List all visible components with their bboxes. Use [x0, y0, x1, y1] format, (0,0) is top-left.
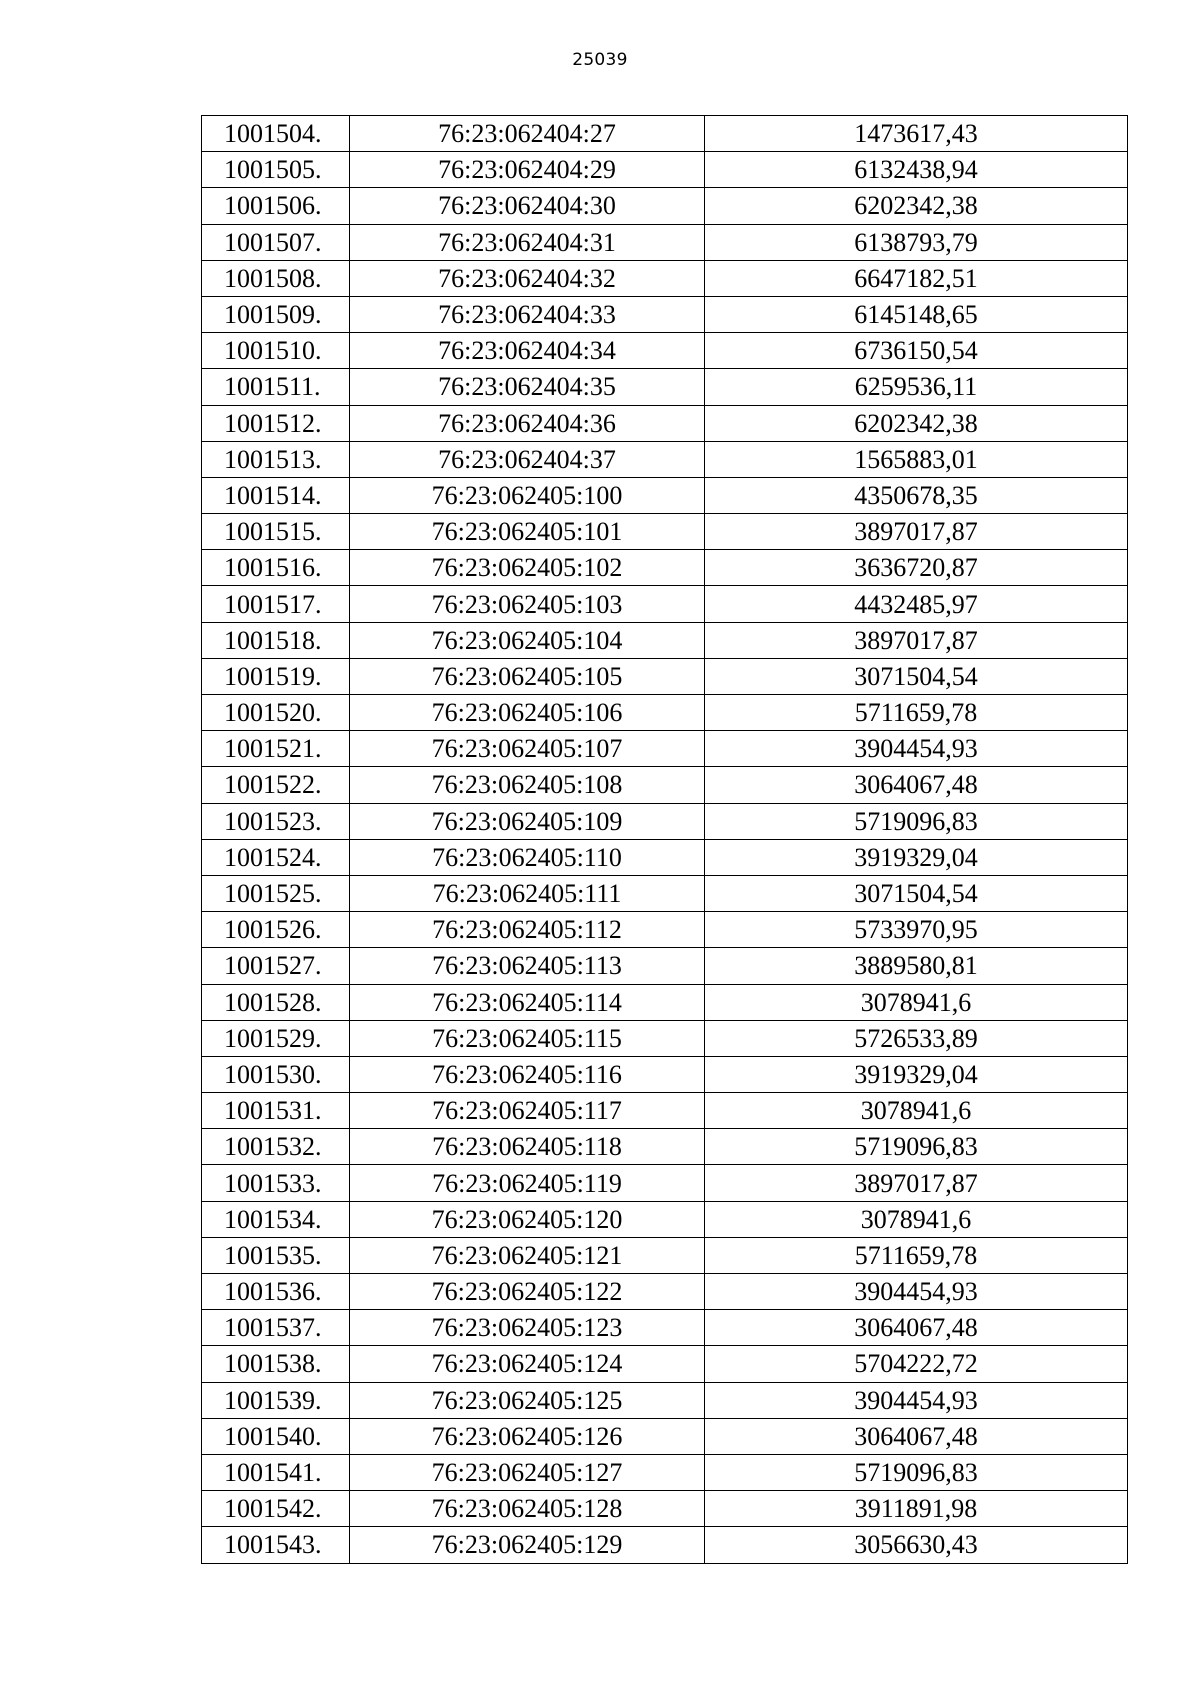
table-row: [202, 948, 1128, 984]
cadastral-number-cell: 76:23:062405:109: [350, 803, 705, 839]
cadastral-number-cell: 76:23:062405:104: [350, 622, 705, 658]
table-row: [202, 839, 1128, 875]
table-row: [202, 1165, 1128, 1201]
cadastral-value-cell: 6202342,38: [705, 188, 1128, 224]
cadastral-number-cell: 76:23:062405:111: [350, 875, 705, 911]
cadastral-number-cell: 76:23:062405:122: [350, 1274, 705, 1310]
row-number-cell: 1001536.: [202, 1274, 350, 1310]
row-number-cell: 1001520.: [202, 695, 350, 731]
cadastral-value-cell: 3064067,48: [705, 1418, 1128, 1454]
table-row: [202, 550, 1128, 586]
cadastral-value-cell: 3904454,93: [705, 1382, 1128, 1418]
cadastral-value-cell: 3078941,6: [705, 1093, 1128, 1129]
table-row: [202, 1491, 1128, 1527]
cadastral-number-cell: 76:23:062405:119: [350, 1165, 705, 1201]
cadastral-number-cell: 76:23:062405:127: [350, 1454, 705, 1490]
row-number-cell: 1001521.: [202, 731, 350, 767]
cadastral-number-cell: 76:23:062404:35: [350, 369, 705, 405]
cadastral-number-cell: 76:23:062405:129: [350, 1527, 705, 1563]
table-row: [202, 1020, 1128, 1056]
row-number-cell: 1001538.: [202, 1346, 350, 1382]
cadastral-value-cell: 3897017,87: [705, 514, 1128, 550]
row-number-cell: 1001542.: [202, 1491, 350, 1527]
cadastral-value-cell: 3064067,48: [705, 1310, 1128, 1346]
table-row: [202, 477, 1128, 513]
row-number-cell: 1001510.: [202, 333, 350, 369]
cadastral-value-cell: 6202342,38: [705, 405, 1128, 441]
row-number-cell: 1001541.: [202, 1454, 350, 1490]
cadastral-value-cell: 1565883,01: [705, 441, 1128, 477]
cadastral-value-cell: 6736150,54: [705, 333, 1128, 369]
table-row: [202, 1129, 1128, 1165]
row-number-cell: 1001529.: [202, 1020, 350, 1056]
cadastral-number-cell: 76:23:062405:114: [350, 984, 705, 1020]
row-number-cell: 1001543.: [202, 1527, 350, 1563]
table-row: [202, 1056, 1128, 1092]
cadastral-value-cell: 5726533,89: [705, 1020, 1128, 1056]
cadastral-value-cell: 5704222,72: [705, 1346, 1128, 1382]
row-number-cell: 1001508.: [202, 260, 350, 296]
cadastral-number-cell: 76:23:062404:31: [350, 224, 705, 260]
cadastral-value-cell: 3056630,43: [705, 1527, 1128, 1563]
row-number-cell: 1001523.: [202, 803, 350, 839]
cadastral-number-cell: 76:23:062405:116: [350, 1056, 705, 1092]
table-row: [202, 152, 1128, 188]
cadastral-number-cell: 76:23:062405:125: [350, 1382, 705, 1418]
table-row: [202, 1093, 1128, 1129]
row-number-cell: 1001530.: [202, 1056, 350, 1092]
cadastral-number-cell: 76:23:062405:106: [350, 695, 705, 731]
cadastral-value-cell: 1473617,43: [705, 116, 1128, 152]
table-row: [202, 875, 1128, 911]
row-number-cell: 1001516.: [202, 550, 350, 586]
table-row: [202, 1237, 1128, 1273]
cadastral-value-cell: 5711659,78: [705, 1237, 1128, 1273]
cadastral-value-cell: 3071504,54: [705, 658, 1128, 694]
row-number-cell: 1001505.: [202, 152, 350, 188]
cadastral-value-cell: 3904454,93: [705, 731, 1128, 767]
cadastral-value-cell: 5719096,83: [705, 1129, 1128, 1165]
row-number-cell: 1001528.: [202, 984, 350, 1020]
cadastral-number-cell: 76:23:062404:36: [350, 405, 705, 441]
table-row: [202, 260, 1128, 296]
cadastral-number-cell: 76:23:062405:110: [350, 839, 705, 875]
cadastral-number-cell: 76:23:062405:108: [350, 767, 705, 803]
cadastral-value-cell: 3904454,93: [705, 1274, 1128, 1310]
table-row: [202, 731, 1128, 767]
table-row: [202, 1310, 1128, 1346]
table-row: [202, 188, 1128, 224]
cadastral-number-cell: 76:23:062404:27: [350, 116, 705, 152]
cadastral-value-cell: 5733970,95: [705, 912, 1128, 948]
row-number-cell: 1001526.: [202, 912, 350, 948]
row-number-cell: 1001527.: [202, 948, 350, 984]
table-body: [202, 116, 1128, 1564]
cadastral-number-cell: 76:23:062405:123: [350, 1310, 705, 1346]
row-number-cell: 1001540.: [202, 1418, 350, 1454]
row-number-cell: 1001534.: [202, 1201, 350, 1237]
cadastral-value-cell: 5711659,78: [705, 695, 1128, 731]
cadastral-number-cell: 76:23:062405:100: [350, 477, 705, 513]
cadastral-number-cell: 76:23:062404:34: [350, 333, 705, 369]
row-number-cell: 1001514.: [202, 477, 350, 513]
row-number-cell: 1001518.: [202, 622, 350, 658]
row-number-cell: 1001511.: [202, 369, 350, 405]
cadastral-value-cell: 6647182,51: [705, 260, 1128, 296]
cadastral-number-cell: 76:23:062404:37: [350, 441, 705, 477]
table-row: [202, 984, 1128, 1020]
cadastral-number-cell: 76:23:062405:126: [350, 1418, 705, 1454]
table-row: [202, 586, 1128, 622]
row-number-cell: 1001524.: [202, 839, 350, 875]
row-number-cell: 1001537.: [202, 1310, 350, 1346]
cadastral-number-cell: 76:23:062405:107: [350, 731, 705, 767]
cadastral-value-cell: 3897017,87: [705, 622, 1128, 658]
cadastral-number-cell: 76:23:062405:102: [350, 550, 705, 586]
cadastral-value-cell: 3078941,6: [705, 1201, 1128, 1237]
cadastral-value-cell: 3889580,81: [705, 948, 1128, 984]
cadastral-value-cell: 4350678,35: [705, 477, 1128, 513]
cadastral-value-cell: 4432485,97: [705, 586, 1128, 622]
table-row: [202, 1201, 1128, 1237]
cadastral-value-cell: 6259536,11: [705, 369, 1128, 405]
cadastral-number-cell: 76:23:062405:118: [350, 1129, 705, 1165]
table-row: [202, 441, 1128, 477]
cadastral-value-cell: 3897017,87: [705, 1165, 1128, 1201]
cadastral-value-table: [201, 115, 1128, 1564]
cadastral-number-cell: 76:23:062405:115: [350, 1020, 705, 1056]
table-row: [202, 912, 1128, 948]
row-number-cell: 1001507.: [202, 224, 350, 260]
row-number-cell: 1001512.: [202, 405, 350, 441]
row-number-cell: 1001522.: [202, 767, 350, 803]
cadastral-value-cell: 6138793,79: [705, 224, 1128, 260]
row-number-cell: 1001517.: [202, 586, 350, 622]
row-number-cell: 1001539.: [202, 1382, 350, 1418]
table-row: [202, 224, 1128, 260]
cadastral-value-cell: 6132438,94: [705, 152, 1128, 188]
row-number-cell: 1001525.: [202, 875, 350, 911]
row-number-cell: 1001519.: [202, 658, 350, 694]
cadastral-number-cell: 76:23:062404:32: [350, 260, 705, 296]
table-row: [202, 658, 1128, 694]
table-row: [202, 405, 1128, 441]
row-number-cell: 1001506.: [202, 188, 350, 224]
row-number-cell: 1001535.: [202, 1237, 350, 1273]
cadastral-number-cell: 76:23:062405:124: [350, 1346, 705, 1382]
table-row: [202, 622, 1128, 658]
cadastral-number-cell: 76:23:062405:120: [350, 1201, 705, 1237]
row-number-cell: 1001531.: [202, 1093, 350, 1129]
cadastral-value-cell: 5719096,83: [705, 803, 1128, 839]
cadastral-value-cell: 3078941,6: [705, 984, 1128, 1020]
cadastral-value-cell: 6145148,65: [705, 296, 1128, 332]
table-row: [202, 803, 1128, 839]
table-row: [202, 695, 1128, 731]
cadastral-number-cell: 76:23:062405:117: [350, 1093, 705, 1129]
table-row: [202, 1346, 1128, 1382]
cadastral-number-cell: 76:23:062405:128: [350, 1491, 705, 1527]
table-row: [202, 369, 1128, 405]
cadastral-value-cell: 3919329,04: [705, 839, 1128, 875]
row-number-cell: 1001509.: [202, 296, 350, 332]
row-number-cell: 1001504.: [202, 116, 350, 152]
page-number: 25039: [572, 50, 628, 70]
row-number-cell: 1001513.: [202, 441, 350, 477]
cadastral-number-cell: 76:23:062405:112: [350, 912, 705, 948]
table-row: [202, 514, 1128, 550]
cadastral-value-cell: 5719096,83: [705, 1454, 1128, 1490]
table-row: [202, 296, 1128, 332]
row-number-cell: 1001533.: [202, 1165, 350, 1201]
table-row: [202, 333, 1128, 369]
cadastral-number-cell: 76:23:062404:29: [350, 152, 705, 188]
cadastral-value-cell: 3064067,48: [705, 767, 1128, 803]
row-number-cell: 1001515.: [202, 514, 350, 550]
table-row: [202, 1454, 1128, 1490]
cadastral-number-cell: 76:23:062405:103: [350, 586, 705, 622]
cadastral-number-cell: 76:23:062405:113: [350, 948, 705, 984]
cadastral-value-cell: 3919329,04: [705, 1056, 1128, 1092]
cadastral-number-cell: 76:23:062404:33: [350, 296, 705, 332]
cadastral-value-cell: 3911891,98: [705, 1491, 1128, 1527]
table-row: [202, 1418, 1128, 1454]
table-row: [202, 1527, 1128, 1563]
cadastral-value-cell: 3071504,54: [705, 875, 1128, 911]
cadastral-number-cell: 76:23:062405:121: [350, 1237, 705, 1273]
cadastral-number-cell: 76:23:062405:105: [350, 658, 705, 694]
table-row: [202, 767, 1128, 803]
table-row: [202, 116, 1128, 152]
table-row: [202, 1274, 1128, 1310]
cadastral-value-cell: 3636720,87: [705, 550, 1128, 586]
cadastral-number-cell: 76:23:062404:30: [350, 188, 705, 224]
table-row: [202, 1382, 1128, 1418]
row-number-cell: 1001532.: [202, 1129, 350, 1165]
cadastral-number-cell: 76:23:062405:101: [350, 514, 705, 550]
